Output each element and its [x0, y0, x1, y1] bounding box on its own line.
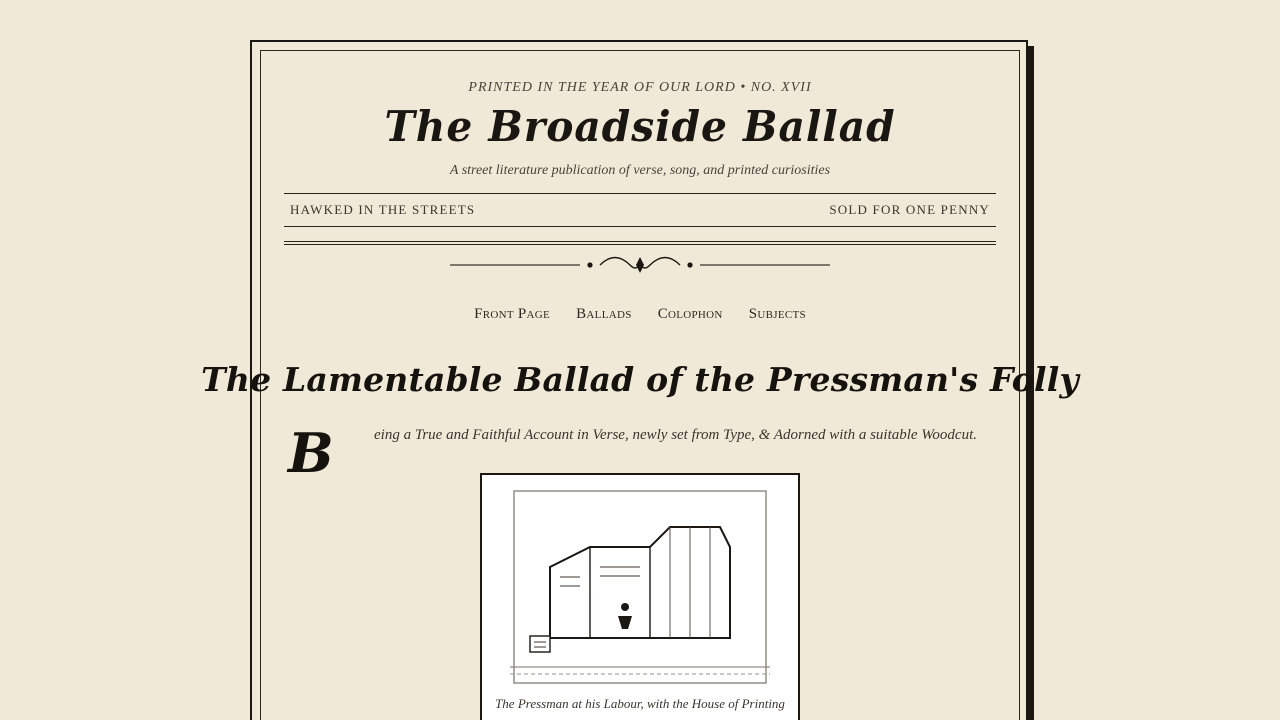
nav-subjects[interactable]: Subjects: [748, 306, 806, 322]
woodcut-press-image: [482, 475, 798, 720]
masthead-tagline: A street literature publication of verse, song, and printed curiosities: [449, 163, 831, 178]
woodcut-figure: [480, 473, 800, 720]
masthead-kicker: PRINTED IN THE YEAR OF OUR LORD • NO. XVII: [468, 80, 812, 95]
strip-left-text: HAWKED IN THE STREETS: [290, 202, 476, 217]
strip-right-text: SOLD FOR ONE PENNY: [829, 202, 990, 217]
article-headline: The Lamentable Ballad of the Pressman's Folly: [201, 360, 1079, 399]
masthead-title: The Broadside Ballad: [384, 102, 896, 151]
double-rule-divider: [284, 241, 996, 245]
main-nav: [0, 306, 1280, 323]
nav-front-page[interactable]: Front Page: [474, 306, 551, 322]
article-lede: eing a True and Faithful Account in Verse, newly set from Type, & Adorned with a suitable Woodcut.: [374, 427, 978, 443]
nav-colophon[interactable]: Colophon: [657, 306, 723, 322]
price-strip: [284, 193, 996, 227]
figure-caption: The Pressman at his Labour, with the House of Printing: [495, 696, 785, 711]
nav-ballads[interactable]: Ballads: [576, 306, 632, 322]
drop-cap: B: [288, 421, 334, 485]
fleuron-ornament-icon: [448, 252, 832, 278]
